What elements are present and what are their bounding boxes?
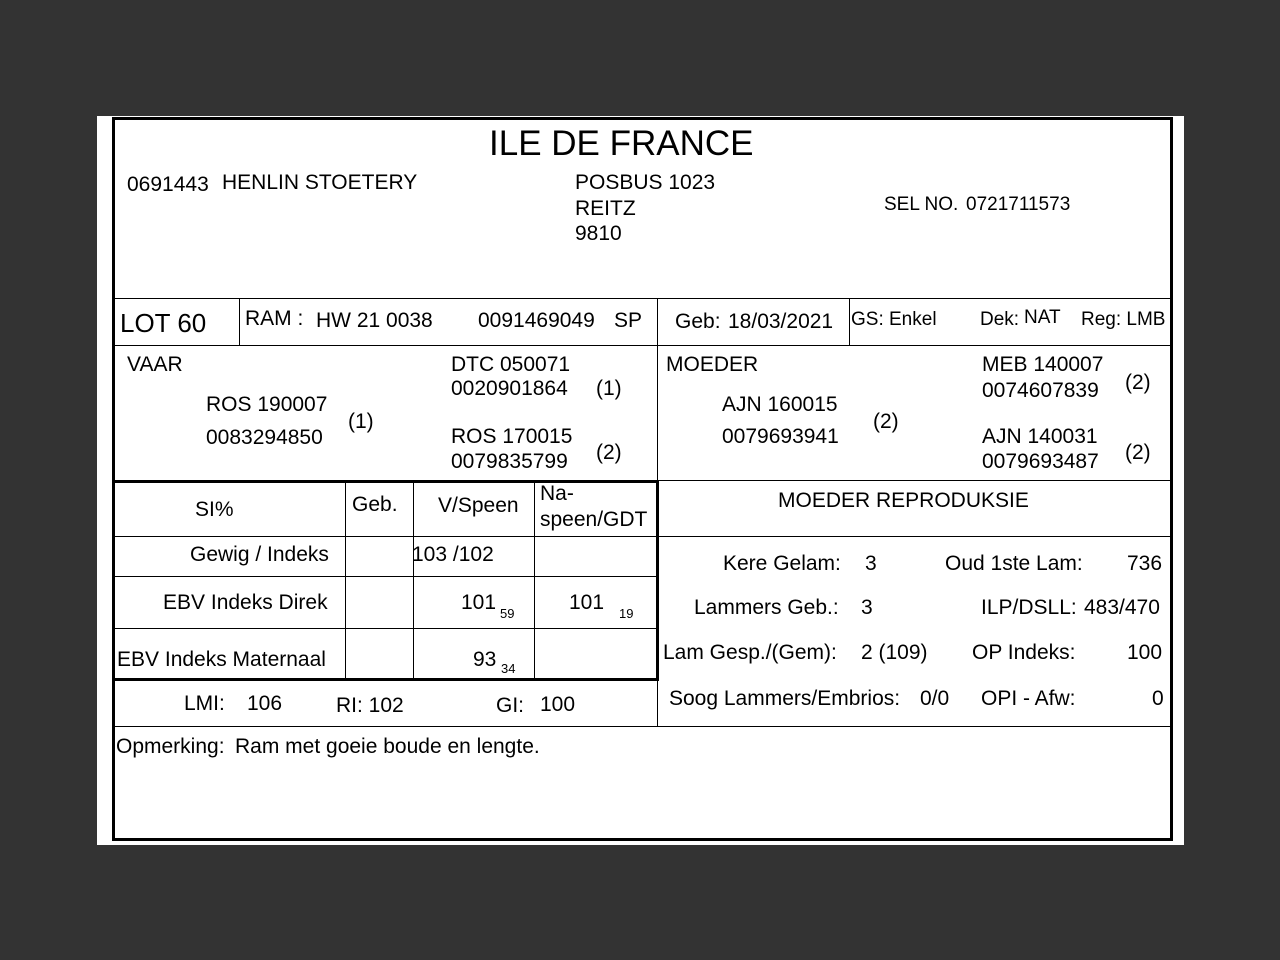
rule-perf-row2 (113, 628, 659, 629)
rule-pedigree-mid (657, 345, 658, 480)
sire-dam-grade: (2) (596, 441, 622, 464)
sire-dam-number: 0079835799 (451, 450, 568, 473)
rule-perf-right (656, 480, 659, 681)
col-naspeen-header-2: speen/GDT (540, 508, 648, 531)
ram-class: SP (614, 309, 643, 332)
weaned-label: Lam Gesp./(Gem): (663, 641, 837, 664)
ram-id: HW 21 0038 (316, 309, 433, 332)
sire-sire-grade: (1) (596, 377, 622, 400)
owner-code: 0691443 (127, 173, 209, 196)
reproduction-title: MOEDER REPRODUKSIE (778, 489, 1029, 512)
age-first-lamb-label: Oud 1ste Lam: (945, 552, 1083, 575)
op-index-label: OP Indeks: (972, 641, 1076, 664)
row-direct-naspeen-accuracy: 19 (619, 606, 634, 621)
row-direct-vspeen-accuracy: 59 (500, 606, 515, 621)
rule-perf-row1 (113, 576, 659, 577)
rule-col-vspeen (413, 481, 414, 679)
remarks-label: Opmerking: (116, 735, 225, 758)
sire-label: VAAR (127, 353, 183, 376)
dam-label: MOEDER (666, 353, 759, 376)
rule-col-naspeen (534, 481, 535, 679)
ram-label: RAM : (245, 307, 304, 330)
dam-sire-grade: (2) (1125, 371, 1151, 394)
dam-id: AJN 160015 (722, 393, 838, 416)
frame-right (1170, 118, 1173, 840)
weaned-value: 2 (109) (861, 641, 928, 664)
owner-name: HENLIN STOETERY (222, 171, 418, 194)
row-maternal-vspeen: 93 (473, 648, 497, 671)
cell-label: SEL NO. (884, 194, 959, 215)
rule-lot-divider (239, 298, 240, 345)
dam-dam-number: 0079693487 (982, 450, 1099, 473)
gi-label: GI: (496, 694, 525, 717)
rule-pedigree-bottom-left (113, 480, 659, 483)
gs-value: GS: Enkel (851, 309, 937, 330)
op-index-value: 100 (1127, 641, 1163, 664)
opi-label: OPI - Afw: (981, 687, 1076, 710)
row-maternal-label: EBV Indeks Maternaal (117, 648, 326, 671)
col-si-header: SI% (195, 498, 234, 521)
dam-dam-id: AJN 140031 (982, 425, 1098, 448)
sire-dam-id: ROS 170015 (451, 425, 573, 448)
dam-sire-id: MEB 140007 (982, 353, 1104, 376)
row-weight-label: Gewig / Indeks (190, 543, 329, 566)
cell-number: 0721711573 (966, 194, 1071, 215)
breed-title: ILE DE FRANCE (489, 124, 754, 163)
lambs-born-label: Lammers Geb.: (694, 596, 839, 619)
ilp-value: 483/470 (1084, 596, 1160, 619)
birth-label: Geb: (675, 310, 721, 333)
col-vspeen-header: V/Speen (438, 494, 519, 517)
col-naspeen-header-1: Na- (540, 482, 574, 505)
remarks-text: Ram met goeie boude en lengte. (235, 735, 540, 758)
frame-top (112, 117, 1173, 120)
reg-value: Reg: LMB (1081, 309, 1166, 330)
sire-sire-number: 0020901864 (451, 377, 568, 400)
frame-bottom (112, 838, 1173, 841)
dam-dam-grade: (2) (1125, 441, 1151, 464)
row-weight-vspeen: 103 /102 (412, 543, 494, 566)
opi-value: 0 (1152, 687, 1164, 710)
rule-summary-bottom (113, 726, 1172, 727)
lmi-label: LMI: (184, 692, 225, 715)
suckle-value: 0/0 (920, 687, 950, 710)
dam-sire-number: 0074607839 (982, 379, 1099, 402)
address-line-2: REITZ (575, 197, 636, 220)
row-direct-vspeen: 101 (461, 591, 497, 614)
lambs-born-value: 3 (861, 596, 873, 619)
sire-grade: (1) (348, 410, 374, 433)
lambed-value: 3 (865, 552, 877, 575)
rule-col-geb (345, 481, 346, 679)
age-first-lamb-value: 736 (1127, 552, 1163, 575)
rule-birth-divider (657, 298, 658, 345)
dam-number: 0079693941 (722, 425, 839, 448)
dam-grade: (2) (873, 410, 899, 433)
row-maternal-vspeen-accuracy: 34 (501, 661, 516, 676)
row-direct-label: EBV Indeks Direk (163, 591, 328, 614)
rule-lot-bottom (113, 345, 1172, 346)
birth-date: 18/03/2021 (728, 310, 834, 333)
address-line-1: POSBUS 1023 (575, 171, 716, 194)
sire-id: ROS 190007 (206, 393, 328, 416)
rule-gs-divider (849, 298, 850, 345)
sire-number: 0083294850 (206, 426, 323, 449)
lambed-label: Kere Gelam: (723, 552, 841, 575)
address-line-3: 9810 (575, 222, 622, 245)
frame-left (112, 118, 115, 840)
gi-value: 100 (540, 693, 576, 716)
lmi-value: 106 (247, 692, 283, 715)
dek-value: NAT (1024, 307, 1061, 328)
rule-perf-head (113, 536, 1172, 537)
ram-reg-number: 0091469049 (478, 309, 595, 332)
suckle-label: Soog Lammers/Embrios: (669, 687, 901, 710)
sire-sire-id: DTC 050071 (451, 353, 571, 376)
rule-perf-mid-lower (657, 679, 658, 727)
rule-perf-bottom (113, 678, 659, 681)
row-direct-naspeen: 101 (569, 591, 605, 614)
dek-label: Dek: (980, 309, 1020, 330)
ri-value: RI: 102 (336, 694, 404, 717)
ilp-label: ILP/DSLL: (981, 596, 1077, 619)
rule-pedigree-bottom-right (658, 480, 1172, 481)
rule-lot-top (113, 298, 1172, 299)
lot-number: LOT 60 (120, 308, 207, 338)
col-geb-header: Geb. (352, 493, 398, 516)
